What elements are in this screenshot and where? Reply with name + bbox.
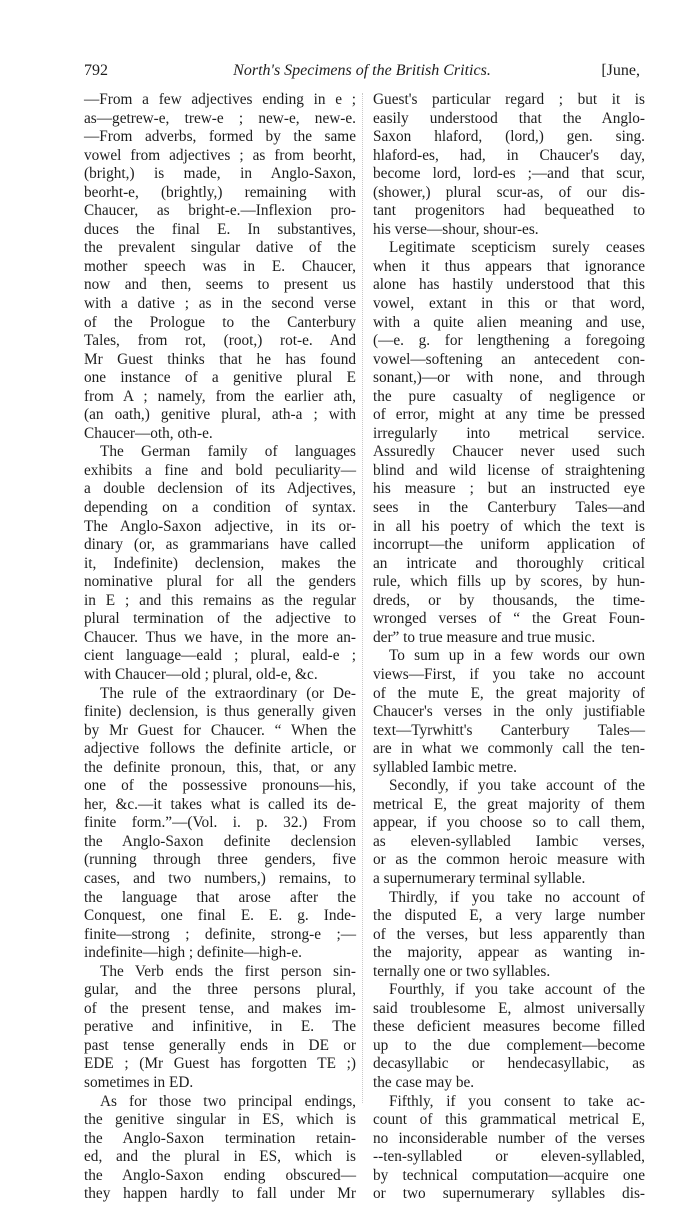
text-line: Assuredly Chaucer never used such (373, 443, 645, 461)
text-line: dreds, or by thousands, the time- (373, 591, 645, 609)
text-line: Tales, from rot, (root,) rot-e. And (84, 332, 356, 350)
text-line: Guest's particular regard ; but it is (373, 91, 645, 108)
text-line: cient language—eald ; plural, eald-e ; (84, 647, 356, 665)
text-line: Chaucer's verses in the only justifiable (373, 703, 645, 721)
text-line: EDE ; (Mr Guest has forgotten TE ;) (84, 1055, 356, 1073)
left-column (84, 91, 356, 1204)
text-line: (an oath,) genitive plural, ath-a ; with (84, 406, 356, 424)
text-line: in all his poetry of which the text is (373, 517, 645, 535)
text-line: finite—strong ; definite, strong-e ;— (84, 925, 356, 943)
running-header (84, 62, 640, 86)
text-line: Fourthly, if you take account of the (389, 981, 645, 999)
text-line: finite form.”—(Vol. i. p. 32.) From (84, 814, 356, 832)
text-line: Chaucer—oth, oth-e. (84, 424, 213, 442)
text-line: incorrupt—the uniform application of (373, 536, 645, 554)
text-line: perative and infinitive, in E. The (84, 1018, 356, 1036)
text-line: one instance of a genitive plural E (84, 369, 356, 387)
text-line: Secondly, if you take account of the (389, 777, 645, 795)
text-line: of the present tense, and makes im- (84, 999, 356, 1017)
text-line: easily understood that the Anglo- (373, 109, 645, 127)
text-line: his verse—shour, shour-es. (373, 220, 539, 238)
text-line: To sum up in a few words our own (389, 647, 645, 665)
text-line: Mr Guest thinks that he has found (84, 350, 356, 368)
text-line: The Verb ends the first person sin- (100, 962, 356, 980)
text-line: cases, and two numbers,) remains, to (84, 869, 356, 887)
text-line: as—getrew-e, trew-e ; new-e, new-e. (84, 109, 356, 127)
text-line: Chaucer, as bright-e.—Inflexion pro- (84, 202, 356, 220)
text-line: metrical E, the great majority of them (373, 795, 645, 813)
text-line: sometimes in ED. (84, 1073, 194, 1091)
text-line: the majority, appear as wanting in- (373, 944, 645, 962)
text-line: The German family of languages (100, 443, 356, 461)
text-line: are in what we commonly call the ten- (373, 740, 645, 758)
text-line: count of this grammatical metrical E, (373, 1111, 645, 1129)
text-line: hlaford-es, had, in Chaucer's day, (373, 146, 645, 164)
text-line: the pure casualty of negligence or (373, 387, 645, 405)
column-divider (362, 93, 363, 1103)
text-line: said troublesome E, almost universally (373, 999, 645, 1017)
text-line: with Chaucer—old ; plural, old-e, &c. (84, 665, 318, 683)
text-line: Thirdly, if you take no account of (389, 888, 645, 906)
text-line: the Anglo-Saxon ending obscured— (84, 1166, 356, 1184)
text-line: when it thus appears that ignorance (373, 257, 645, 275)
text-line: or as the common heroic measure with (373, 851, 645, 869)
text-line: Legitimate scepticism surely ceases (389, 239, 645, 257)
text-line: the Anglo-Saxon definite declension (84, 832, 356, 850)
text-line: As for those two principal endings, (100, 1092, 356, 1110)
text-line: of the verses, but less apparently than (373, 925, 645, 943)
text-line: gular, and the three persons plural, (84, 981, 356, 999)
text-line: a double declension of its Adjectives, (84, 480, 356, 498)
text-line: dinary (or, as grammarians have called (84, 536, 356, 554)
text-line: decasyllabic or hendecasyllabic, as (373, 1055, 645, 1073)
right-column (373, 91, 645, 1204)
text-line: no inconsiderable number of the verses (373, 1129, 645, 1147)
text-line: sees in the Canterbury Tales—and (373, 499, 645, 517)
text-line: ternally one or two syllables. (373, 962, 551, 980)
text-line: from A ; namely, from the earlier ath, (84, 387, 356, 405)
text-line: an intricate and thoroughly critical (373, 554, 645, 572)
text-line: Chaucer. Thus we have, in the more an- (84, 628, 356, 646)
text-line: his measure ; but an instructed eye (373, 480, 645, 498)
text-line: nominative plural for all the genders (84, 573, 356, 591)
text-line: by technical computation—acquire one (373, 1166, 645, 1184)
text-line: rule, which fills up by scores, by hun- (373, 573, 645, 591)
text-line: become lord, lord-es ;—and that scur, (373, 165, 645, 183)
text-line: ed, and the plural in ES, which is (84, 1148, 356, 1166)
text-line: Saxon hlaford, (lord,) gen. sing. (373, 128, 645, 146)
text-line: alone has hastily understood that this (373, 276, 645, 294)
text-line: Fifthly, if you consent to take ac- (389, 1092, 645, 1110)
text-line: adjective follows the definite article, or (84, 740, 356, 758)
text-line: of the Prologue to the Canterbury (84, 313, 356, 331)
text-line: as eleven-syllabled Iambic verses, (373, 832, 645, 850)
running-title: North's Specimens of the British Critics. (233, 62, 491, 79)
text-line: the prevalent singular dative of the (84, 239, 356, 257)
text-line: vowel—softening an antecedent con- (373, 350, 645, 368)
text-line: vowel from adjectives ; as from beorht, (84, 146, 356, 164)
text-line: (shower,) plural scur-as, of our dis- (373, 183, 645, 201)
running-date: [June, (601, 62, 640, 79)
text-line: they happen hardly to fall under Mr (84, 1185, 356, 1203)
text-line: of error, might at any time be pressed (373, 406, 645, 424)
text-line: wronged verses of “ the Great Foun- (373, 610, 645, 628)
text-line: with a dative ; as in the second verse (84, 295, 356, 313)
text-line: appear, if you choose so to call them, (373, 814, 645, 832)
text-line: in E ; and this remains as the regular (84, 591, 356, 609)
text-line: now and then, seems to present us (84, 276, 356, 294)
text-line: a supernumerary terminal syllable. (373, 869, 586, 887)
text-line: one of the possessive pronouns—his, (84, 777, 356, 795)
text-line: depending on a condition of syntax. (84, 499, 356, 517)
text-line: the definite pronoun, this, that, or any (84, 758, 356, 776)
text-line: these deficient measures become filled (373, 1018, 645, 1036)
text-line: finite) declension, is thus generally given (84, 703, 356, 721)
text-line: or two supernumerary syllables dis- (373, 1185, 645, 1203)
text-line: syllabled Iambic metre. (373, 758, 517, 776)
text-line: her, &c.—it takes what is called its de- (84, 795, 356, 813)
text-line: the Anglo-Saxon termination retain- (84, 1129, 356, 1147)
text-line: beorht-e, (brightly,) remaining with (84, 183, 356, 201)
text-line: blind and wild license of straightening (373, 461, 645, 479)
text-line: of the mute E, the great majority of (373, 684, 645, 702)
text-line: der” to true measure and true music. (373, 628, 596, 646)
text-line: Conquest, one final E. E. g. Inde- (84, 907, 356, 925)
text-line: (running through three genders, five (84, 851, 356, 869)
text-line: —From adverbs, formed by the same (84, 128, 356, 146)
text-line: with a quite alien meaning and use, (373, 313, 645, 331)
text-line: the case may be. (373, 1073, 475, 1091)
text-line: exhibits a fine and bold peculiarity— (84, 461, 356, 479)
text-line: tant progenitors had bequeathed to (373, 202, 645, 220)
text-line: the genitive singular in ES, which is (84, 1111, 356, 1129)
text-line: the language that arose after the (84, 888, 356, 906)
text-line: vowel, extant in this or that word, (373, 295, 645, 313)
text-line: by Mr Guest for Chaucer. “ When the (84, 721, 356, 739)
text-line: (bright,) is made, in Anglo-Saxon, (84, 165, 356, 183)
text-line: The Anglo-Saxon adjective, in its or- (84, 517, 356, 535)
text-line: sonant,)—or with none, and through (373, 369, 645, 387)
text-line: The rule of the extraordinary (or De- (100, 684, 356, 702)
text-line: mother speech was in E. Chaucer, (84, 257, 356, 275)
text-line: the disputed E, a very large number (373, 907, 645, 925)
text-line: --ten-syllabled or eleven-syllabled, (373, 1148, 645, 1166)
text-line: (—e. g. for lengthening a foregoing (373, 332, 645, 350)
text-line: duces the final E. In substantives, (84, 220, 356, 238)
text-line: past tense generally ends in DE or (84, 1036, 356, 1054)
text-line: —From a few adjectives ending in e ; (84, 91, 356, 108)
text-line: irregularly into metrical service. (373, 424, 645, 442)
text-line: up to the due complement—become (373, 1036, 645, 1054)
page-number: 792 (84, 62, 108, 79)
text-line: indefinite—high ; definite—high-e. (84, 944, 302, 962)
text-line: views—First, if you take no account (373, 665, 645, 683)
text-line: it, Indefinite) declension, makes the (84, 554, 356, 572)
text-line: plural termination of the adjective to (84, 610, 356, 628)
text-line: text—Tyrwhitt's Canterbury Tales— (373, 721, 645, 739)
